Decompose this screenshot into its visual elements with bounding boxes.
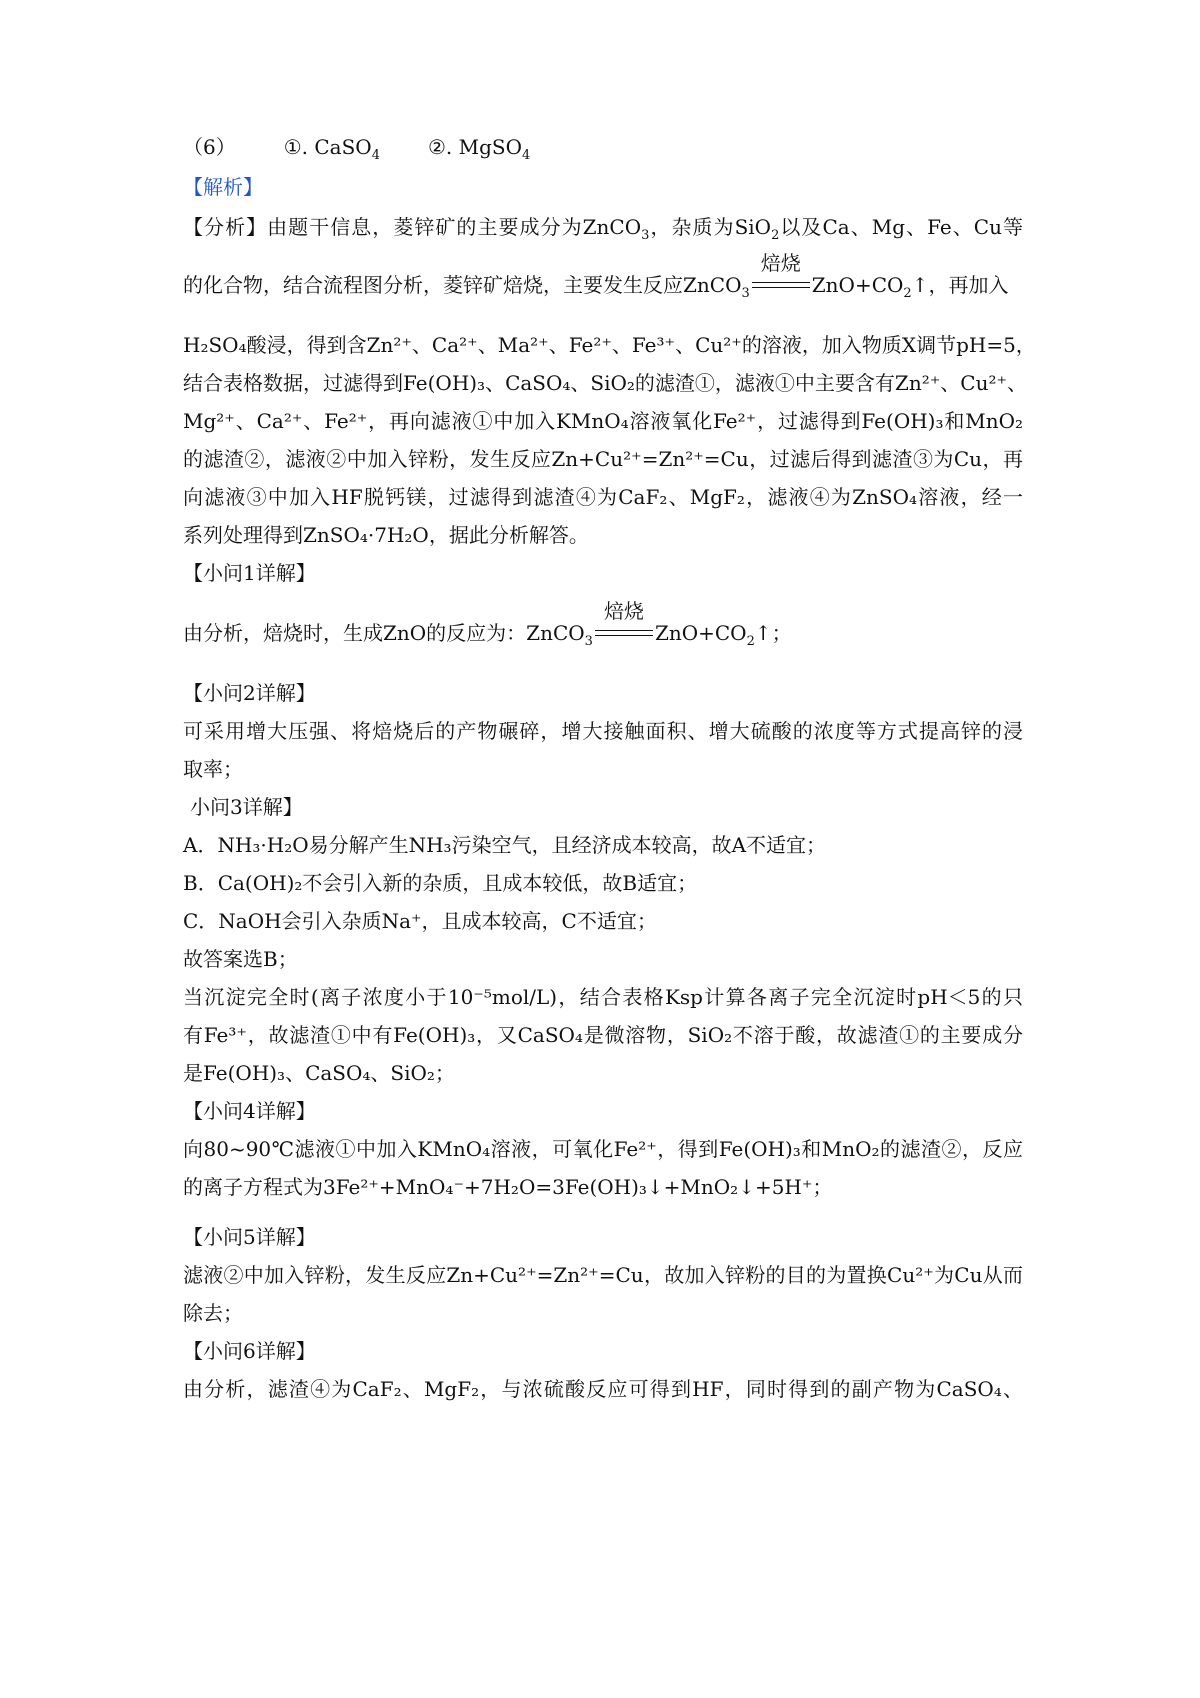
q1-line-1: 由分析，焙烧时，生成ZnO的反应为：ZnCO$_3$ 焙烧 $ZnO+CO_2↑$； xyxy=(183,599,792,649)
analysis-line-4: 结合表格数据，过滤得到Fe(OH)₃、CaSO₄、SiO₂的滤渣①，滤液①中主要含有Zn²⁺、Cu²⁺、 xyxy=(183,371,1028,395)
q6-answer-2: ②. MgSO xyxy=(427,135,523,159)
analysis-line-7: 向滤液③中加入HF脱钙镁，过滤得到滤渣④为CaF₂、MgF₂，滤液④为ZnSO₄溶液，经一 xyxy=(183,485,1023,509)
q1-title: 【小问1详解】 xyxy=(183,561,316,585)
analysis-line-3: H₂SO₄酸浸，得到含Zn²⁺、Ca²⁺、Ma²⁺、Fe²⁺、Fe³⁺、Cu²⁺的溶液，加入物质X调节pH=5， xyxy=(183,333,1036,357)
q2-title: 【小问2详解】 xyxy=(183,681,316,705)
q4-line-2: 的离子方程式为3Fe²⁺+MnO₄⁻+7H₂O=3Fe(OH)₃↓+MnO₂↓+5H⁺； xyxy=(183,1175,833,1199)
q3-line-2: 有Fe³⁺，故滤渣①中有Fe(OH)₃，又CaSO₄是微溶物，SiO₂不溶于酸，故滤渣①的主要成分 xyxy=(183,1023,1023,1047)
analysis-line-6: 的滤渣②，滤液②中加入锌粉，发生反应Zn+Cu²⁺=Zn²⁺=Cu，过滤后得到滤渣③为Cu，再 xyxy=(183,447,1023,471)
q3-option-b: B．Ca(OH)₂不会引入新的杂质，且成本较低，故B适宜； xyxy=(183,871,698,895)
analysis-line-8: 系列处理得到ZnSO₄·7H₂O，据此分析解答。 xyxy=(183,523,589,547)
q3-line-3: 是Fe(OH)₃、CaSO₄、SiO₂； xyxy=(183,1061,455,1085)
heating-condition-arrow: 焙烧 xyxy=(752,274,810,292)
heating-condition-arrow: 焙烧 xyxy=(595,622,653,640)
q6-detail-title: 【小问6详解】 xyxy=(183,1339,316,1363)
q6-detail-line-1: 由分析，滤渣④为CaF₂、MgF₂，与浓硫酸反应可得到HF，同时得到的副产物为CaSO₄、 xyxy=(183,1377,1023,1401)
q3-answer: 故答案选B； xyxy=(183,947,298,971)
q6-label: （6） xyxy=(183,135,236,159)
q3-line-1: 当沉淀完全时(离子浓度小于10⁻⁵mol/L)，结合表格Ksp计算各离子完全沉淀时pH＜5的只 xyxy=(183,985,1023,1009)
answer-line-q6: （6） ①. CaSO$_4$ ②. MgSO$_4$ xyxy=(183,135,531,163)
q2-line-1: 可采用增大压强、将焙烧后的产物碾碎，增大接触面积、增大硫酸的浓度等方式提高锌的浸 xyxy=(183,719,1023,743)
q4-line-1: 向80~90℃滤液①中加入KMnO₄溶液，可氧化Fe²⁺，得到Fe(OH)₃和MnO₂的滤渣②，反应 xyxy=(183,1137,1023,1161)
jiexi-heading: 【解析】 xyxy=(183,175,263,199)
analysis-line-1: 【分析】由题干信息，菱锌矿的主要成分为ZnCO$_3$，杂质为SiO$_2$以及Ca、Mg、Fe、Cu等 xyxy=(183,215,1024,243)
q5-title: 【小问5详解】 xyxy=(183,1225,316,1249)
q5-line-2: 除去； xyxy=(183,1301,243,1325)
analysis-line-2: 的化合物，结合流程图分析，菱锌矿焙烧，主要发生反应ZnCO$_3$ 焙烧 $ZnO+CO_2↑$，再加入 xyxy=(183,251,1009,301)
q3-option-a: A．NH₃·H₂O易分解产生NH₃污染空气，且经济成本较高，故A不适宜； xyxy=(183,833,827,857)
q3-title: 小问3详解】 xyxy=(190,795,303,819)
analysis-line-5: Mg²⁺、Ca²⁺、Fe²⁺，再向滤液①中加入KMnO₄溶液氧化Fe²⁺，过滤得到Fe(OH)₃和MnO₂ xyxy=(183,409,1023,433)
q3-option-c: C．NaOH会引入杂质Na⁺，且成本较高，C不适宜； xyxy=(183,909,657,933)
q6-answer-1: ①. CaSO xyxy=(283,135,372,159)
q2-line-2: 取率； xyxy=(183,757,243,781)
q4-title: 【小问4详解】 xyxy=(183,1099,316,1123)
q5-line-1: 滤液②中加入锌粉，发生反应Zn+Cu²⁺=Zn²⁺=Cu，故加入锌粉的目的为置换Cu²⁺为Cu从而 xyxy=(183,1263,1023,1287)
